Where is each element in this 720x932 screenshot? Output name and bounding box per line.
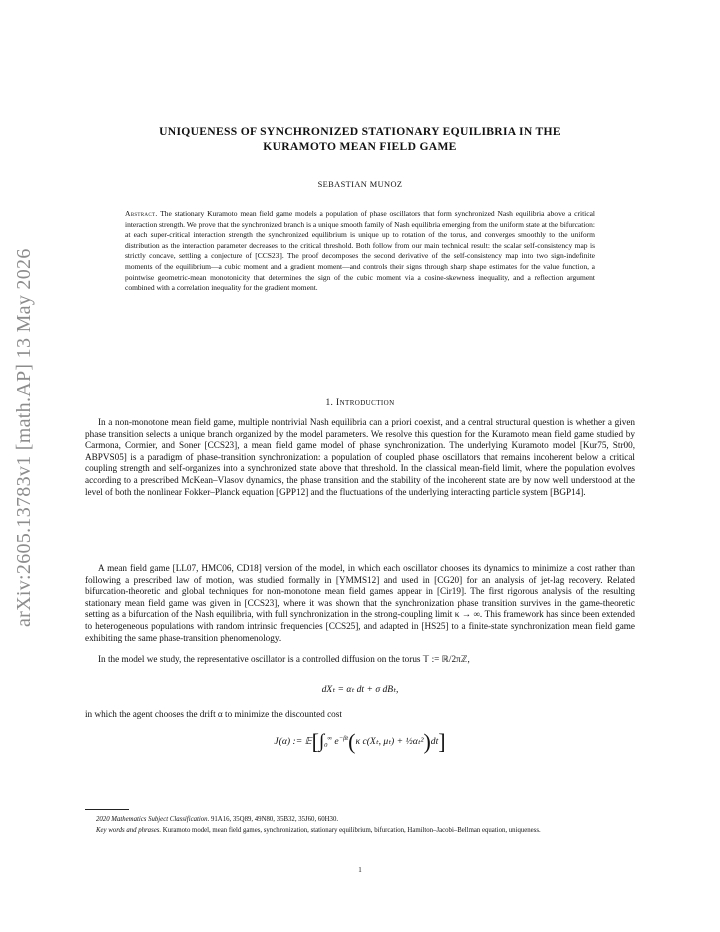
footnote-keywords [85,826,635,837]
exp-exponent: −βt [338,735,349,743]
paragraph-1: In a non-monotone mean field game, multiple nontrivial Nash equilibria can a priori coexist, and a central structural question is whether a given phase transition selects a unique branch organized by the model parameters. We resolve this question for the Kuramoto mean field game studied by Carmona, Cormier, and Soner [CCS23], a mean field game model of phase synchronization. The underlying Kuramoto model [Kur75, Str00, ABPVS05] is a paradigm of phase-transition synchronization: a population of coupled phase oscillators that remains incoherent below a critical coupling strength and self-organizes into a synchronized state above that threshold. In the classical mean-field limit, where the population evolves according to a prescribed McKean–Vlasov dynamics, the phase transition and the stability of the incoherent state are by now well understood at the level of both the nonlinear Fokker–Planck equation [GPP12] and the fluctuations of the underlying interacting particle system [BGP14]. [85,417,635,497]
msc-label: 2020 Mathematics Subject Classification. [96,816,210,823]
title-line-1: UNIQUENESS OF SYNCHRONIZED STATIONARY EQUILIBRIA IN THE [159,125,561,138]
paper-title [85,124,635,154]
cost-integrand: κ c(Xₜ, μₜ) + ½αₜ² [355,736,424,748]
equation-sde: dXₜ = αₜ dt + σ dBₜ, [321,684,399,695]
msc-codes: 91A16, 35Q89, 49N80, 35B32, 35J60, 60H30. [210,816,339,823]
section-number: 1. [325,398,334,408]
abstract-heading: Abstract. [125,209,158,218]
equation-cost: J(α) := $𝔼[\int_0^\infty$ $e^{-\beta t}(\kappa$ c(Xₜ, μₜ) + ½αₜ²)dt] [274,729,446,754]
paragraph-2: A mean field game [LL07, HMC06, CD18] version of the model, in which each oscillator chooses its dynamics to minimize a cost rather than following a prescribed law of motion, was studied formally in [YMMS12] and used in [CG20] for an analysis of jet-lag recovery. Related bifurcation-theoretic and global techniques for non-monotone mean field games appear in [Cir19]. The first rigorous analysis of the resulting stationary mean field game was given in [CCS23], where it was shown that the synchronization phase transition survives in the game-theoretic setting as a bifurcation of the Nash equilibria, with full synchronization in the strong-coupling limit κ → ∞. This framework has since been extended to heterogeneous populations with random intrinsic frequencies [CCS25], and adapted in [HS25] to a finite-state synchronization mean field game exhibiting the same phase-transition phenomenology. [85,563,635,643]
cost-lhs: J(α) := 𝔼 [274,736,312,748]
integral-upper-limit: ∞ [327,735,333,743]
title-line-2: KURAMOTO MEAN FIELD GAME [263,140,457,153]
arxiv-stamp: arXiv:2605.13783v1 [math.AP] 13 May 2026 [13,248,35,627]
keywords-text: Kuramoto model, mean field games, synchronization, stationary equilibrium, bifurcation, Hamilton–Jacobi–Bellman equation, uniqueness. [162,826,541,834]
section-title: Introduction [336,398,395,408]
cost-dt: dt [430,736,439,748]
integral-lower-limit: 0 [324,742,328,750]
exp-base: e [334,736,339,748]
section-heading [85,398,635,408]
footnote-msc [85,815,635,826]
footnote-divider [85,809,129,810]
abstract-text: The stationary Kuramoto mean field game models a population of phase oscillators that form synchronized Nash equilibria above a critical interaction strength. We prove that the synchronized branch is a unique smooth family of Nash equilibria emerging from the uniform state at the bifurcation: at each super-critical interaction strength the synchronized equilibrium is unique up to rotation of the torus, and converges smoothly to the uniform distribution as the interaction parameter decreases to the critical threshold. Both follow from our main technical result: the scalar self-consistency map is strictly concave, settling a conjecture of [CCS23]. The proof decomposes the second derivative of the self-consistency map into two sign-indefinite moments of the equilibrium—a cubic moment and a gradient moment—and controls their signs through sharp shape estimates for the value function, a pointwise geometric-mean monotonicity that determines the sign of the cubic moment via a cosine-skewness inequality, and a reflection argument combined with a correlation inequality for the gradient moment. [125,209,595,293]
author-name: SEBASTIAN MUNOZ [317,180,403,189]
abstract [125,209,595,294]
footnotes [85,815,635,836]
keywords-label: Key words and phrases. [96,826,162,834]
page-number: 1 [358,866,362,874]
paragraph-3: In the model we study, the representative oscillator is a controlled diffusion on the torus 𝕋 := ℝ/2πℤ, [98,654,470,664]
paragraph-4: in which the agent chooses the drift α to minimize the discounted cost [85,709,342,719]
